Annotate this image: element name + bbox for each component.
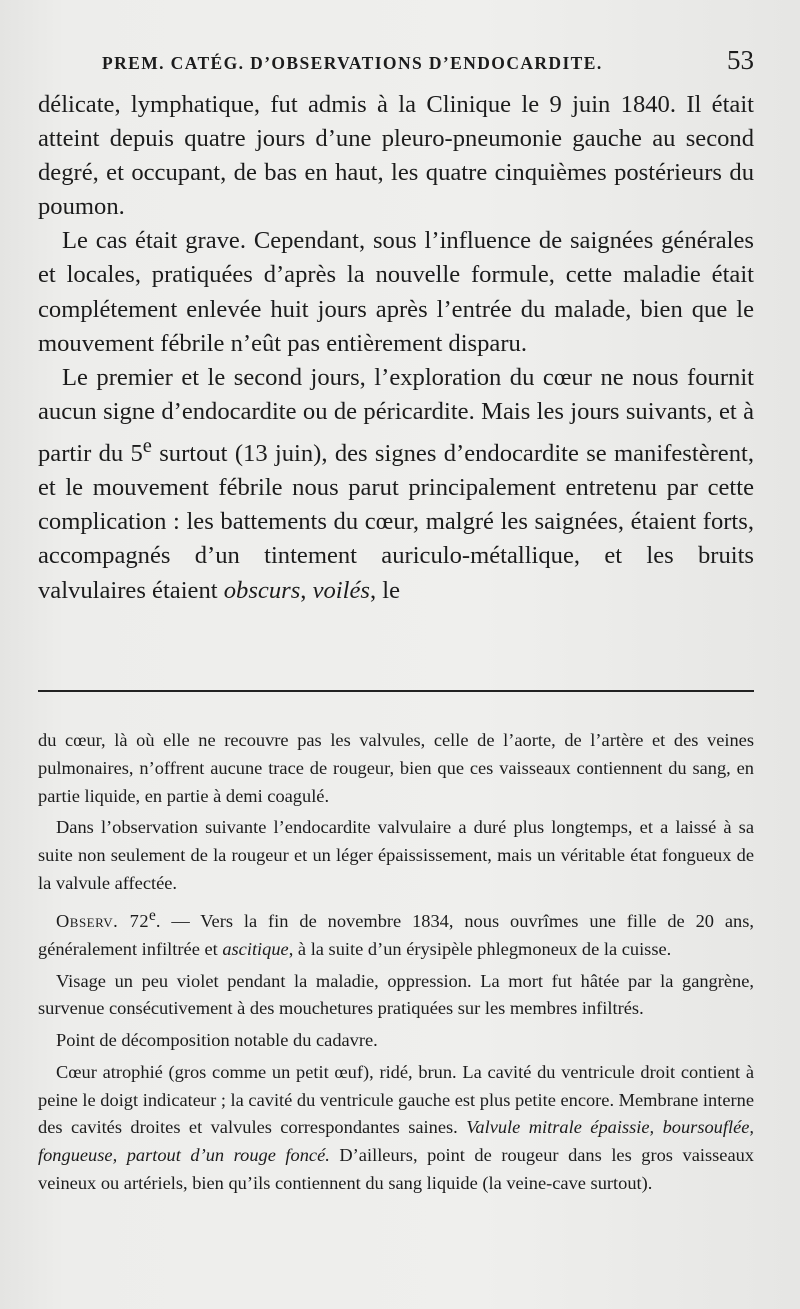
note-paragraph-5: Point de décomposition notable du cadavre.: [56, 1030, 378, 1051]
paragraph-3-sep: ,: [300, 576, 313, 604]
observation-label: Observ. 72: [56, 910, 150, 931]
note-6-part-b: D’ailleurs, point de rougeur dans les gros vaisseaux veineux ou artériels, bien qu’ils contiennent du sang liquide (la veine-cave surtout).: [38, 1145, 754, 1194]
note-paragraph-4: Visage un peu violet pendant la maladie, oppression. La mort fut hâtée par la gangrène, survenue consécutivement à des mouchetures pratiquées sur les membres infiltrés.: [38, 970, 754, 1019]
paragraph-3-part-a: Le premier et le second jours, l’exploration du cœur ne nous fournit aucun signe d’endocardite ou de péricardite. Mais les jours suivants, et à partir du 5: [38, 363, 754, 468]
emphasis-voiles: voilés: [312, 576, 370, 604]
observation-superscript: e: [149, 906, 156, 924]
note-3-part-b: , à la suite d’un érysipèle phlegmoneux de la cuisse.: [288, 938, 672, 959]
note-6-part-a: Cœur atrophié (gros comme un petit œuf), ridé, brun. La cavité du ventricule droit contient à peine le doigt indicateur ; la cavité du ventricule gauche est plus petite encore. Membrane interne des cavités droites et valvules correspondantes saines.: [38, 1061, 754, 1138]
notes-text: [38, 727, 754, 1202]
footnote-rule: [38, 690, 754, 692]
note-paragraph-1: du cœur, là où elle ne recouvre pas les valvules, celle de l’aorte, de l’artère et des veines pulmonaires, n’offrent aucune trace de rougeur, bien que ces vaisseaux contiennent du sang, en partie liquide, en partie à demi coagulé.: [38, 730, 754, 806]
emphasis-valvule-mitrale: Valvule mitrale épaissie, boursouflée, fongueuse, partout d’un rouge foncé.: [38, 1117, 755, 1166]
note-paragraph-6: [38, 1059, 754, 1198]
paragraph-3-part-b: surtout (13 juin), des signes d’endocardite se manifestèrent, et le mouvement fébrile nous parut principalement entretenu par cette complication : les battements du cœur, malgré les saignées, étaient forts, accompagnés d’un tintement auriculo-métallique, et les bruits valvulaires étaient: [38, 440, 754, 604]
note-paragraph-3: [38, 902, 754, 964]
paragraph-3: [38, 361, 754, 608]
page-header: [98, 45, 754, 79]
superscript-e: e: [142, 434, 152, 457]
paragraph-2: Le cas était grave. Cependant, sous l’influence de saignées générales et locales, pratiquées d’après la nouvelle formule, cette maladie était complétement enlevée huit jours après l’entrée du malade, bien que le mouvement fébrile n’eût pas entièrement disparu.: [38, 227, 754, 357]
paragraph-3-end: , le: [369, 576, 400, 604]
emphasis-ascitique: ascitique: [222, 938, 289, 959]
paragraph-1: délicate, lymphatique, fut admis à la Clinique le 9 juin 1840. Il était atteint depuis quatre jours d’une pleuro-pneumonie gauche au second degré, et occupant, de bas en haut, les quatre cinquièmes postérieurs du poumon.: [38, 91, 754, 221]
note-3-part-a: . — Vers la fin de novembre 1834, nous ouvrîmes une fille de 20 ans, généralement infiltrée et: [38, 910, 754, 959]
page-number: 53: [727, 45, 754, 75]
emphasis-obscurs: obscurs: [223, 576, 301, 604]
main-text: [38, 88, 754, 608]
note-paragraph-2: Dans l’observation suivante l’endocardite valvulaire a duré plus longtemps, et a laissé à sa suite non seulement de la rougeur et un léger épaississement, mais un véritable état fongueux de la valvule affectée.: [38, 817, 754, 893]
running-head: PREM. CATÉG. D’OBSERVATIONS D’ENDOCARDITE.: [102, 53, 603, 73]
